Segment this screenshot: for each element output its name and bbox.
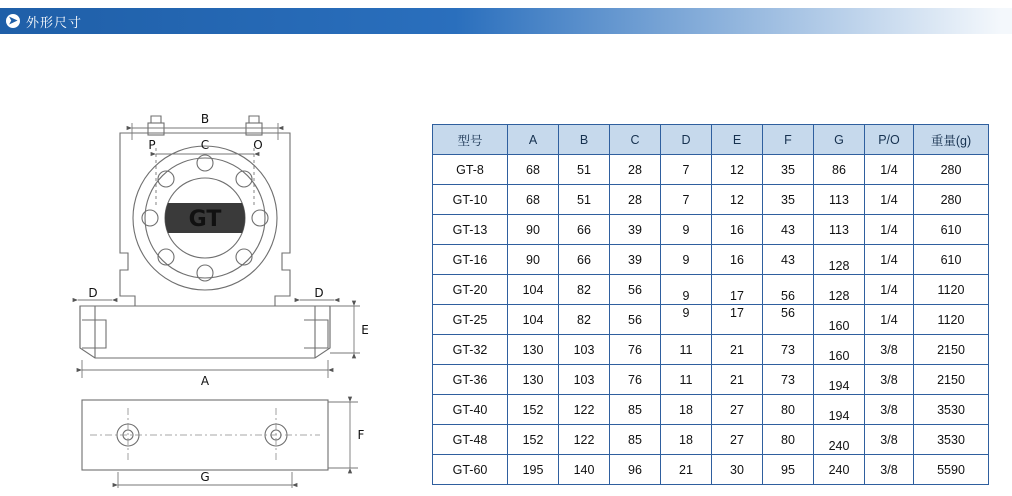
cell-po: 1/4 [865, 155, 914, 185]
table-row [433, 305, 989, 335]
cell-b: 51 [559, 155, 610, 185]
column-header-model: 型号 [433, 125, 508, 155]
cell-po: 3/8 [865, 395, 914, 425]
cell-c: 96 [610, 455, 661, 485]
cell-model: GT-8 [433, 155, 508, 185]
cell-b: 51 [559, 185, 610, 215]
cell-model: GT-25 [433, 305, 508, 335]
cell-b: 66 [559, 215, 610, 245]
table-row [433, 395, 989, 425]
cell-g: 240 [814, 425, 865, 455]
cell-a: 130 [508, 335, 559, 365]
dim-label-E: E [361, 323, 369, 337]
cell-e: 21 [712, 365, 763, 395]
cell-g: 113 [814, 185, 865, 215]
cell-e: 21 [712, 335, 763, 365]
cell-b: 82 [559, 305, 610, 335]
arrow-right-icon: ➤ [6, 14, 20, 28]
cell-d: 9 [661, 245, 712, 275]
column-header-c: C [610, 125, 661, 155]
cell-a: 90 [508, 245, 559, 275]
cell-d: 9 [661, 275, 712, 305]
cell-f: 80 [763, 425, 814, 455]
section-header-bar [0, 8, 1012, 34]
cell-f: 80 [763, 395, 814, 425]
cell-f: 95 [763, 455, 814, 485]
cell-f: 35 [763, 185, 814, 215]
cell-d: 7 [661, 185, 712, 215]
cell-d: 11 [661, 365, 712, 395]
dim-label-F: F [357, 428, 365, 442]
cell-a: 68 [508, 155, 559, 185]
cell-po: 1/4 [865, 215, 914, 245]
cell-po: 3/8 [865, 425, 914, 455]
cell-e: 17 [712, 305, 763, 335]
cell-po: 1/4 [865, 245, 914, 275]
cell-b: 103 [559, 335, 610, 365]
dim-label-D-left: D [88, 286, 98, 300]
column-header-g: G [814, 125, 865, 155]
table-row [433, 275, 989, 305]
column-header-po: P/O [865, 125, 914, 155]
cell-g: 113 [814, 215, 865, 245]
cell-c: 39 [610, 215, 661, 245]
cell-model: GT-13 [433, 215, 508, 245]
table-row [433, 335, 989, 365]
cell-po: 3/8 [865, 455, 914, 485]
cell-c: 85 [610, 425, 661, 455]
column-header-f: F [763, 125, 814, 155]
specification-table [432, 124, 989, 485]
table-row [433, 425, 989, 455]
cell-d: 9 [661, 305, 712, 335]
cell-po: 3/8 [865, 365, 914, 395]
cell-d: 21 [661, 455, 712, 485]
cell-model: GT-10 [433, 185, 508, 215]
table-row [433, 155, 989, 185]
cell-weight: 3530 [914, 395, 989, 425]
cell-c: 28 [610, 155, 661, 185]
cell-d: 18 [661, 395, 712, 425]
cell-model: GT-16 [433, 245, 508, 275]
cell-a: 130 [508, 365, 559, 395]
cell-c: 76 [610, 365, 661, 395]
cell-e: 16 [712, 215, 763, 245]
cell-f: 73 [763, 335, 814, 365]
cell-weight: 610 [914, 245, 989, 275]
column-header-b: B [559, 125, 610, 155]
cell-po: 1/4 [865, 305, 914, 335]
cell-f: 43 [763, 215, 814, 245]
cell-c: 56 [610, 275, 661, 305]
cell-g: 128 [814, 275, 865, 305]
cell-model: GT-20 [433, 275, 508, 305]
cell-a: 104 [508, 275, 559, 305]
cell-weight: 280 [914, 155, 989, 185]
cell-e: 12 [712, 185, 763, 215]
column-header-e: E [712, 125, 763, 155]
cell-b: 82 [559, 275, 610, 305]
cell-c: 28 [610, 185, 661, 215]
cell-g: 160 [814, 305, 865, 335]
cell-weight: 2150 [914, 335, 989, 365]
cell-b: 66 [559, 245, 610, 275]
cell-e: 12 [712, 155, 763, 185]
cell-weight: 280 [914, 185, 989, 215]
cell-model: GT-40 [433, 395, 508, 425]
cell-a: 195 [508, 455, 559, 485]
product-dimension-drawing [20, 48, 420, 488]
cell-weight: 5590 [914, 455, 989, 485]
dim-label-B: B [200, 112, 210, 126]
cell-e: 17 [712, 275, 763, 305]
table-row [433, 245, 989, 275]
page-title: 外形尺寸 [26, 16, 83, 31]
cell-e: 27 [712, 425, 763, 455]
table-row [433, 365, 989, 395]
column-header-d: D [661, 125, 712, 155]
cell-weight: 3530 [914, 425, 989, 455]
cell-b: 140 [559, 455, 610, 485]
table-row [433, 215, 989, 245]
cell-b: 122 [559, 395, 610, 425]
cell-f: 56 [763, 305, 814, 335]
cell-model: GT-32 [433, 335, 508, 365]
cell-po: 1/4 [865, 275, 914, 305]
cell-model: GT-36 [433, 365, 508, 395]
cell-a: 90 [508, 215, 559, 245]
cell-b: 122 [559, 425, 610, 455]
cell-e: 16 [712, 245, 763, 275]
cell-f: 73 [763, 365, 814, 395]
dim-label-A: A [200, 374, 210, 388]
cell-weight: 1120 [914, 305, 989, 335]
cell-weight: 1120 [914, 275, 989, 305]
cell-g: 240 [814, 455, 865, 485]
column-header-a: A [508, 125, 559, 155]
cell-g: 194 [814, 395, 865, 425]
cell-c: 76 [610, 335, 661, 365]
dim-label-G: G [200, 470, 210, 484]
cell-a: 68 [508, 185, 559, 215]
cell-c: 39 [610, 245, 661, 275]
table-row [433, 455, 989, 485]
cell-d: 18 [661, 425, 712, 455]
cell-e: 27 [712, 395, 763, 425]
cell-d: 7 [661, 155, 712, 185]
cell-f: 43 [763, 245, 814, 275]
column-header-weight: 重量(g) [914, 125, 989, 155]
cell-model: GT-48 [433, 425, 508, 455]
cell-g: 128 [814, 245, 865, 275]
cell-weight: 610 [914, 215, 989, 245]
dim-label-O: O [253, 138, 263, 152]
cell-a: 152 [508, 425, 559, 455]
dim-label-C: C [200, 138, 210, 152]
dim-label-D-right: D [314, 286, 324, 300]
cell-d: 9 [661, 215, 712, 245]
cell-a: 152 [508, 395, 559, 425]
cell-f: 56 [763, 275, 814, 305]
cell-f: 35 [763, 155, 814, 185]
cell-po: 1/4 [865, 185, 914, 215]
cell-g: 86 [814, 155, 865, 185]
table-header-row [433, 125, 989, 155]
cell-b: 103 [559, 365, 610, 395]
cell-po: 3/8 [865, 335, 914, 365]
cell-c: 85 [610, 395, 661, 425]
cell-d: 11 [661, 335, 712, 365]
cell-weight: 2150 [914, 365, 989, 395]
cell-c: 56 [610, 305, 661, 335]
cell-e: 30 [712, 455, 763, 485]
table-row [433, 185, 989, 215]
cell-a: 104 [508, 305, 559, 335]
drawing-body-label: GT [188, 207, 222, 232]
cell-g: 160 [814, 335, 865, 365]
cell-model: GT-60 [433, 455, 508, 485]
cell-g: 194 [814, 365, 865, 395]
dim-label-P: P [148, 138, 156, 152]
specification-table-wrapper [432, 124, 989, 485]
